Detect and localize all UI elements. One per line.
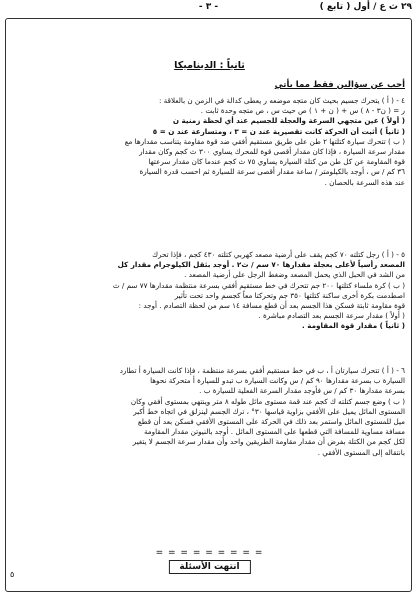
q4-line: ( ثانياً ) أثبت أن الحركة كانت تقصيرية عند ن = ٣ ، ومتسارعة عند ن = ٥ (152, 126, 405, 136)
q4-line: ر = ( ن٣ - ٨ ) س + ( ن + ١ ) ص حيث س ، ص متجه وحدة ثابت . (200, 106, 405, 116)
end-of-questions: انتهت الأسئلة (168, 560, 250, 574)
exam-code: ٢٩ ث ع / أول ( تابع ) (319, 2, 412, 12)
q5-line: من الشد في الحبل الذي يحمل المصعد وضغط الرجل على أرضية المصعد . (184, 270, 405, 280)
q6-line: ٦ - ( أ ) تتحرك سيارتان أ ، ب في خط مستقيم أفقي بسرعة منتظمة ، فإذا كانت السيارة أ تطارد (119, 366, 405, 375)
q6-line: مسافة مساوية للمسافة التي قطعها على المستوى المائل . أوجد بالنيوتن مقدار المقاومة (143, 427, 405, 437)
q4-line: ٣٦ كم / س ، أوجد بالكيلومتر / ساعة مقدار أقصى سرعة للسيارة ثم احسب قدرة السيارة (139, 167, 405, 177)
q5-line: ( أولاً ) مقدار سرعة الجسم بعد التصادم مباشرة . (258, 311, 405, 321)
q5-line: اصطدمت بكرة أخرى ساكنة كتلتها ٣٥٠ جم وتحركتا معاً كجسم واحد تحت تأثير (174, 290, 405, 300)
q4-line: عند هذه السرعة بالحصان . (324, 177, 405, 187)
q5-line: ٥ - ( أ ) رجل كتلته ٧٠ كجم يقف على أرضية مصعد كهربي كتلته ٤٣٠ كجم ، فإذا تحرك (152, 250, 405, 259)
q4-line: ( ب ) تتحرك سيارة كتلتها ٢ طن على طريق مستقيم أفقي ضد قوة مقاومة يتناسب مقدارها مع (124, 136, 405, 146)
q5-line: المصعد رأسياً لأعلى بعجلة مقدارها ٧٠ سم / ث٢ . أوجد بثقل الكيلوجرام مقدار كل (117, 260, 405, 270)
question-6 (12, 366, 405, 458)
q6-line: المستوى المائل يميل على الأفقي بزاوية قياسها ٣٠° ، ترك الجسم لينزلق في اتجاه خط أكبر (133, 406, 405, 416)
q4-line: مقدار سرعة السيارة ، فإذا كان مقدار أقصى قوة للمحرك يساوي ٣٠٠ ث كجم وكان مقدار (139, 147, 405, 157)
q6-line: لكل كجم من الكتلة بفرض أن مقدار مقاومة الطريقين واحد وأن مقدار سرعة الجسم لا يتغير (132, 437, 405, 447)
q4-line: قوة المقاومة عن كل طن من كتلة السيارة يساوي ٧٥ ث كجم عندما كان مقدار سرعتها (148, 157, 405, 167)
q6-line: بسرعة مقدارها ٣٠ كم / س فأوجد مقدار السرعة الفعلية للسيارة ب . (199, 386, 405, 396)
page-indicator: - ٣ - (198, 2, 219, 12)
q4-line: ( أولاً ) عين متجهي السرعة والعجلة للجسيم عند أي لحظة زمنية ن (172, 116, 405, 126)
q5-line: ( ب ) كرة ملساء كتلتها ٢٠٠ جم تتحرك في خط مستقيم أفقي بسرعة منتظمة مقدارها ٧٧ سم / ث (112, 280, 405, 290)
section-title: ثانياً : الديناميكا (174, 60, 245, 71)
page-number: ٥ (10, 570, 15, 579)
q6-line: ( ب ) وضع جسم كتلته ك كجم عند قمة مستوى مائل طوله ٨ متر وينتهي بمستوى أفقي وكان (130, 396, 405, 406)
q5-line: قوة مقاومة ثابتة فسكن هذا الجسم بعد أن قطع مسافة ١٤ سم من لحظة التصادم . أوجد : (138, 301, 405, 311)
page-header (5, 2, 412, 17)
q6-line: السيارة ب بسرعة مقدارها ٩٠ كم / س وكانت السيارة ب تبدو للسيارة أ متحركة نحوها (150, 376, 405, 386)
instructions: أجب عن سؤالين فقط مما يأتي (274, 80, 405, 90)
q4-line: ٤ - ( أ ) يتحرك جسيم بحيث كان متجه موضعه ر يعطى كدالة في الزمن ن بالعلاقة : (158, 96, 405, 105)
question-5 (12, 250, 405, 332)
q6-line: ميل للمستوى المائل واستمر بعد ذلك في الحركة على المستوى الأفقي فسكن بعد أن قطع (137, 417, 405, 427)
q5-line: ( ثانياً ) مقدار قوة المقاومة . (301, 321, 405, 331)
question-4 (12, 96, 405, 188)
q6-line: بانتقاله إلى المستوى الأفقي . (317, 447, 405, 457)
divider: = = = = = = = = = (155, 548, 264, 558)
